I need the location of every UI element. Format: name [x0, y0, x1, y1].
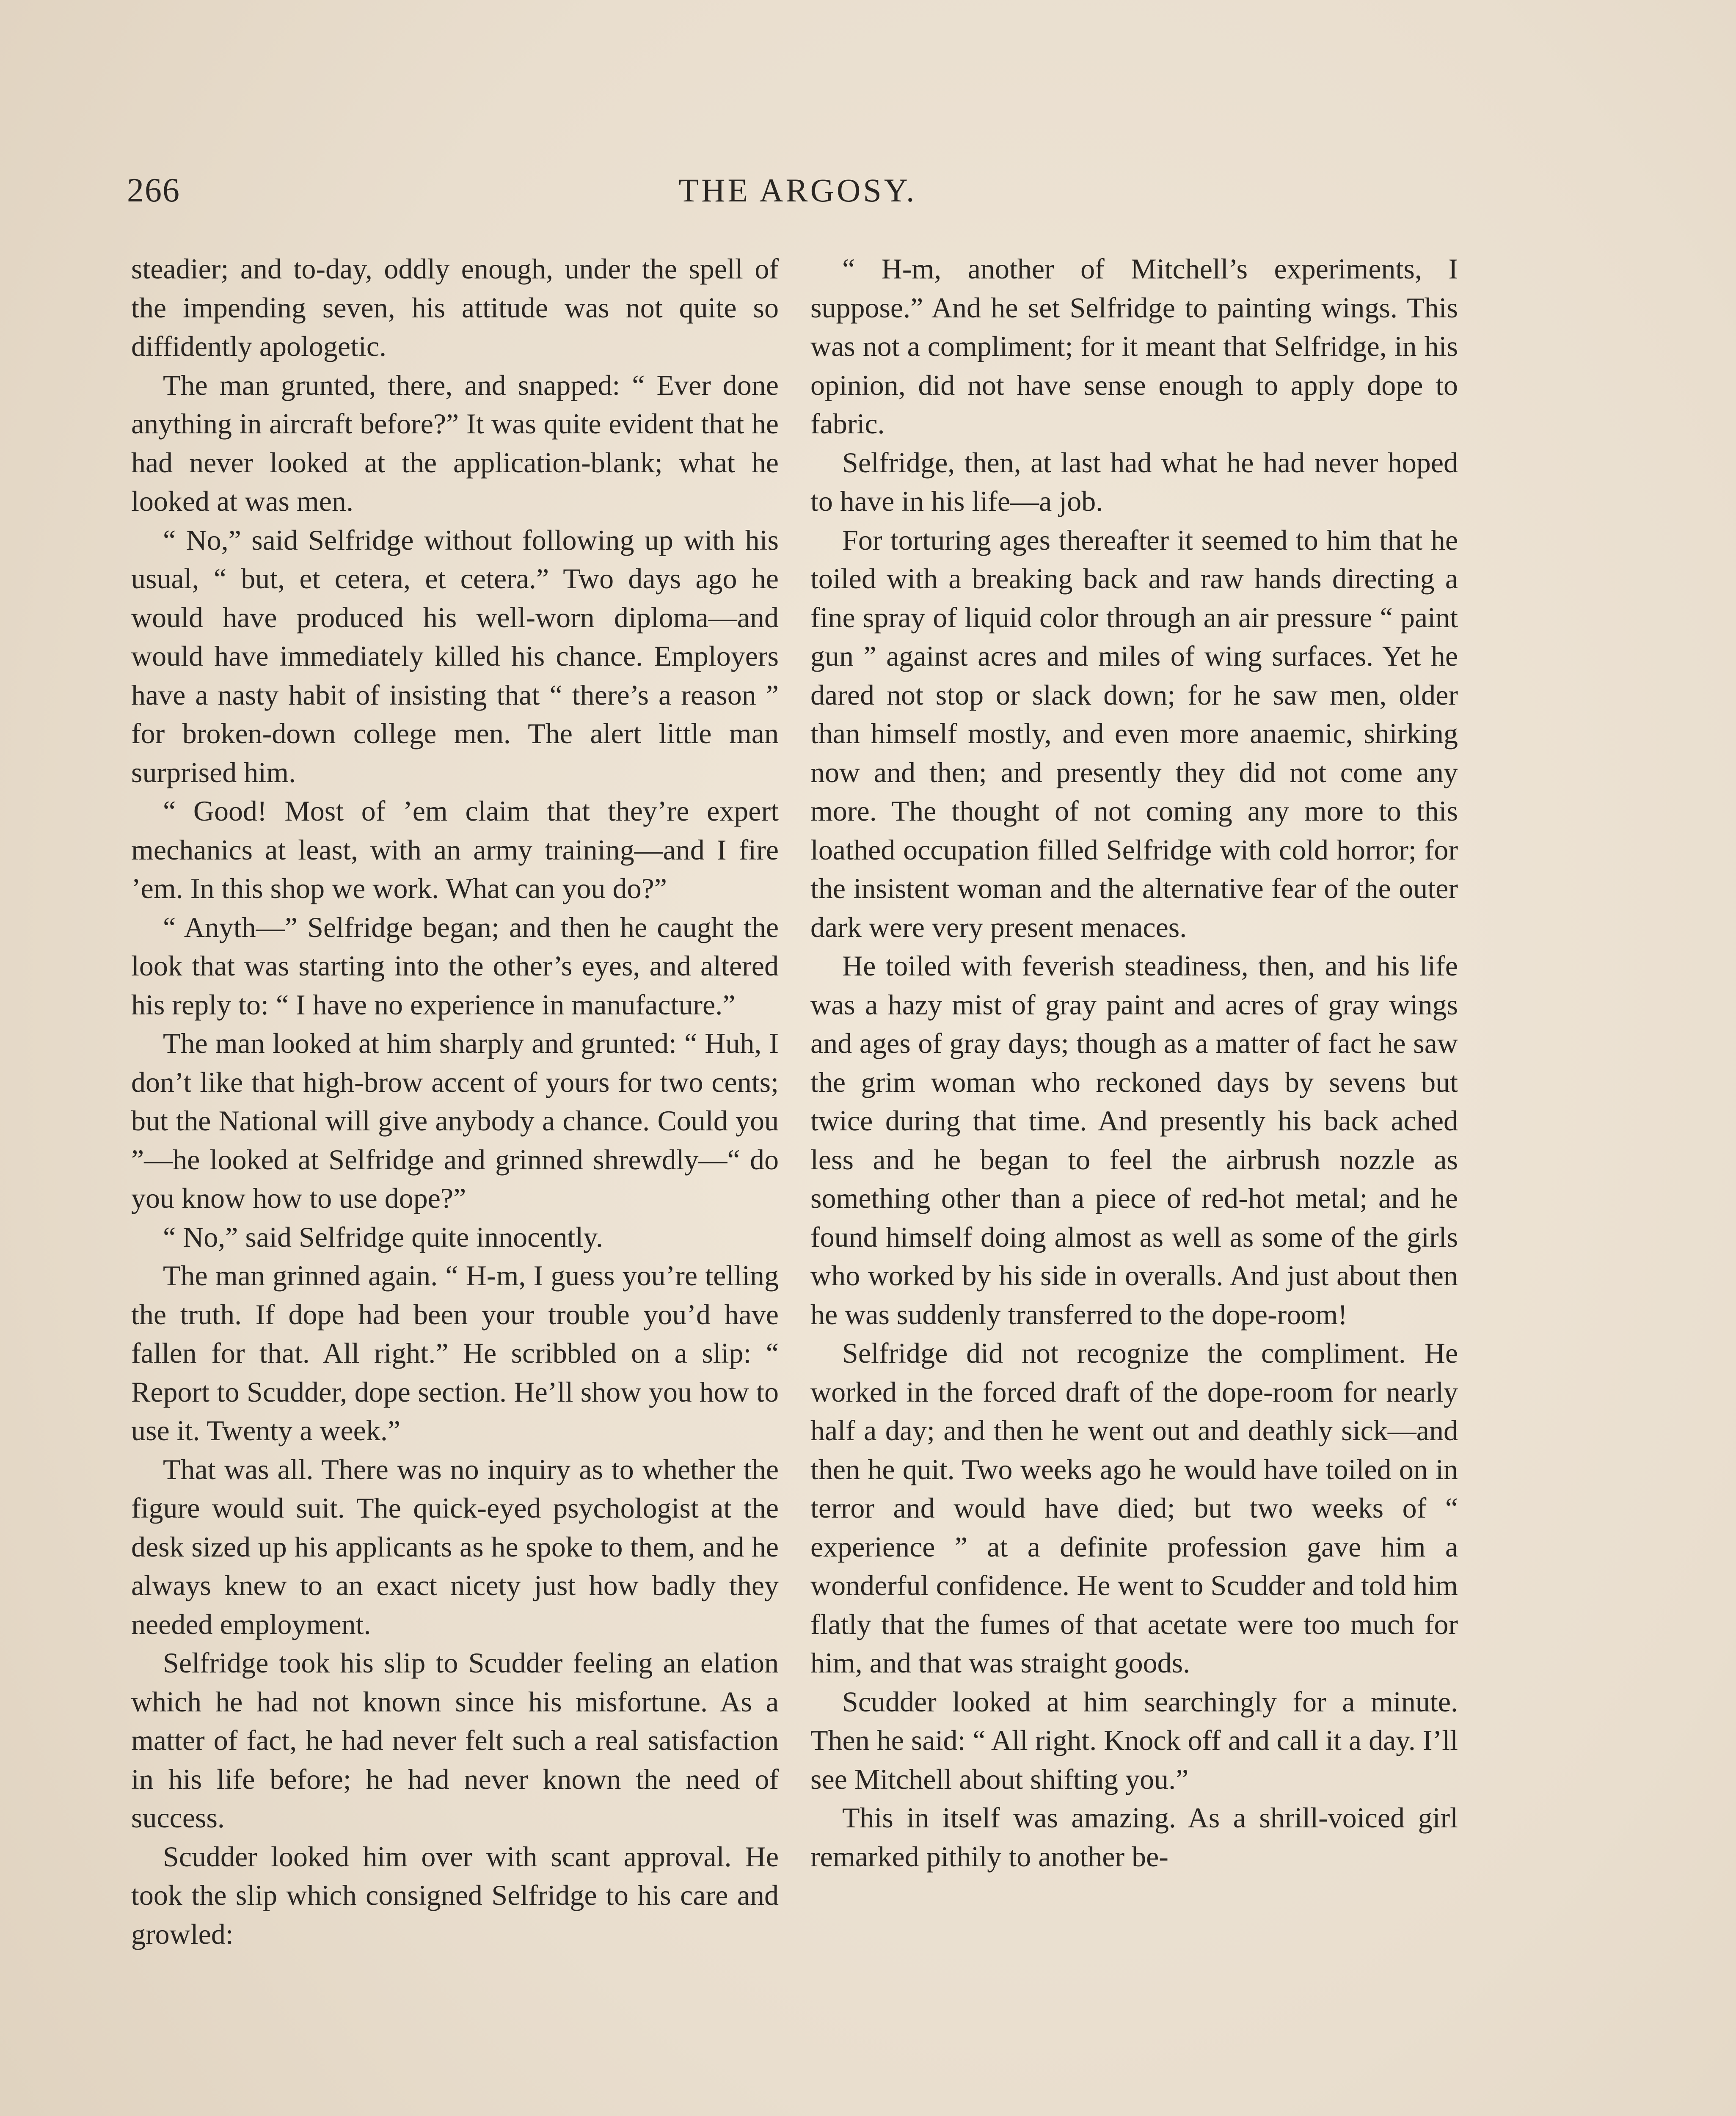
paragraph: “ No,” said Selfridge quite innocently. [163, 1221, 603, 1253]
left-column [131, 250, 779, 2116]
paragraph: That was all. There was no inquiry as to whether the figure would suit. The quick-eyed psychologist at the desk sized up his applicants as he spoke to them, and he always knew to an exact nicety just how badly they needed employment. [131, 1453, 779, 1640]
paragraph: Selfridge, then, at last had what he had never hoped to have in his life—a job. [810, 446, 1458, 517]
paragraph: This in itself was amazing. As a shrill-voiced girl remarked pithily to another be- [810, 1802, 1458, 1873]
paragraph: Scudder looked him over with scant approval. He took the slip which consigned Selfridge to his care and growled: [131, 1840, 779, 1950]
paragraph: “ No,” said Selfridge without following up with his usual, “ but, et cetera, et cetera.” Two days ago he would have produced his well-worn diploma—and would have immediately killed his chance. Employers have a nasty habit of insisting that “ there’s a reason ” for broken-down college men. The alert little man surprised him. [131, 523, 779, 788]
paragraph: “ Good! Most of ’em claim that they’re expert mechanics at least, with an army training—and I fire ’em. In this shop we work. What can you do?” [131, 795, 779, 904]
paragraph: The man grunted, there, and snapped: “ Ever done anything in aircraft before?” It was quite evident that he had never looked at the application-blank; what he looked at was men. [131, 369, 779, 517]
right-column [810, 250, 1458, 2116]
text-columns [131, 250, 1458, 2116]
paragraph: “ H-m, another of Mitchell’s experiments, I suppose.” And he set Selfridge to painting wings. This was not a compliment; for it meant that Selfridge, in his opinion, did not have sense enough to apply dope to fabric. [810, 253, 1458, 440]
paragraph: The man grinned again. “ H-m, I guess you’re telling the truth. If dope had been your trouble you’d have fallen for that. All right.” He scribbled on a slip: “ Report to Scudder, dope section. He’ll show you how to use it. Twenty a week.” [131, 1259, 779, 1446]
paragraph: Selfridge took his slip to Scudder feeling an elation which he had not known since his misfortune. As a matter of fact, he had never felt such a real satisfaction in his life before; he had never known the need of success. [131, 1647, 779, 1834]
page-number: 266 [127, 172, 180, 209]
running-head: THE ARGOSY. [678, 172, 917, 209]
paragraph: For torturing ages thereafter it seemed to him that he toiled with a breaking back and raw hands directing a fine spray of liquid color through an air pressure “ paint gun ” against acres and miles of wing surfaces. Yet he dared not stop or slack down; for he saw men, older than himself mostly, and even more anaemic, shirking now and then; and presently they did not come any more. The thought of not coming any more to this loathed occupation filled Selfridge with cold horror; for the insistent woman and the alternative fear of the outer dark were very present menaces. [810, 523, 1458, 943]
page-header [127, 167, 1469, 214]
paragraph: “ Anyth—” Selfridge began; and then he caught the look that was starting into the other’s eyes, and altered his reply to: “ I have no experience in manufacture.” [131, 911, 779, 1021]
paragraph: He toiled with feverish steadiness, then, and his life was a hazy mist of gray paint and acres of gray wings and ages of gray days; though as a matter of fact he saw the grim woman who reckoned days by sevens but twice during that time. And presently his back ached less and he began to feel the airbrush nozzle as something other than a piece of red-hot metal; and he found himself doing almost as well as some of the girls who worked by his side in overalls. And just about then he was suddenly transferred to the dope-room! [810, 950, 1458, 1331]
paragraph: The man looked at him sharply and grunted: “ Huh, I don’t like that high-brow accent of yours for two cents; but the National will give anybody a chance. Could you ”—he looked at Selfridge and grinned shrewdly—“ do you know how to use dope?” [131, 1027, 779, 1214]
paragraph: steadier; and to-day, oddly enough, under the spell of the impending seven, his attitude was not quite so diffidently apologetic. [131, 253, 779, 362]
paragraph: Scudder looked at him searchingly for a minute. Then he said: “ All right. Knock off and call it a day. I’ll see Mitchell about shifting you.” [810, 1685, 1458, 1795]
paragraph: Selfridge did not recognize the compliment. He worked in the forced draft of the dope-room for nearly half a day; and then he went out and deathly sick—and then he quit. Two weeks ago he would have toiled on in terror and would have died; but two weeks of “ experience ” at a definite profession gave him a wonderful confidence. He went to Scudder and told him flatly that the fumes of that acetate were too much for him, and that was straight goods. [810, 1337, 1458, 1679]
